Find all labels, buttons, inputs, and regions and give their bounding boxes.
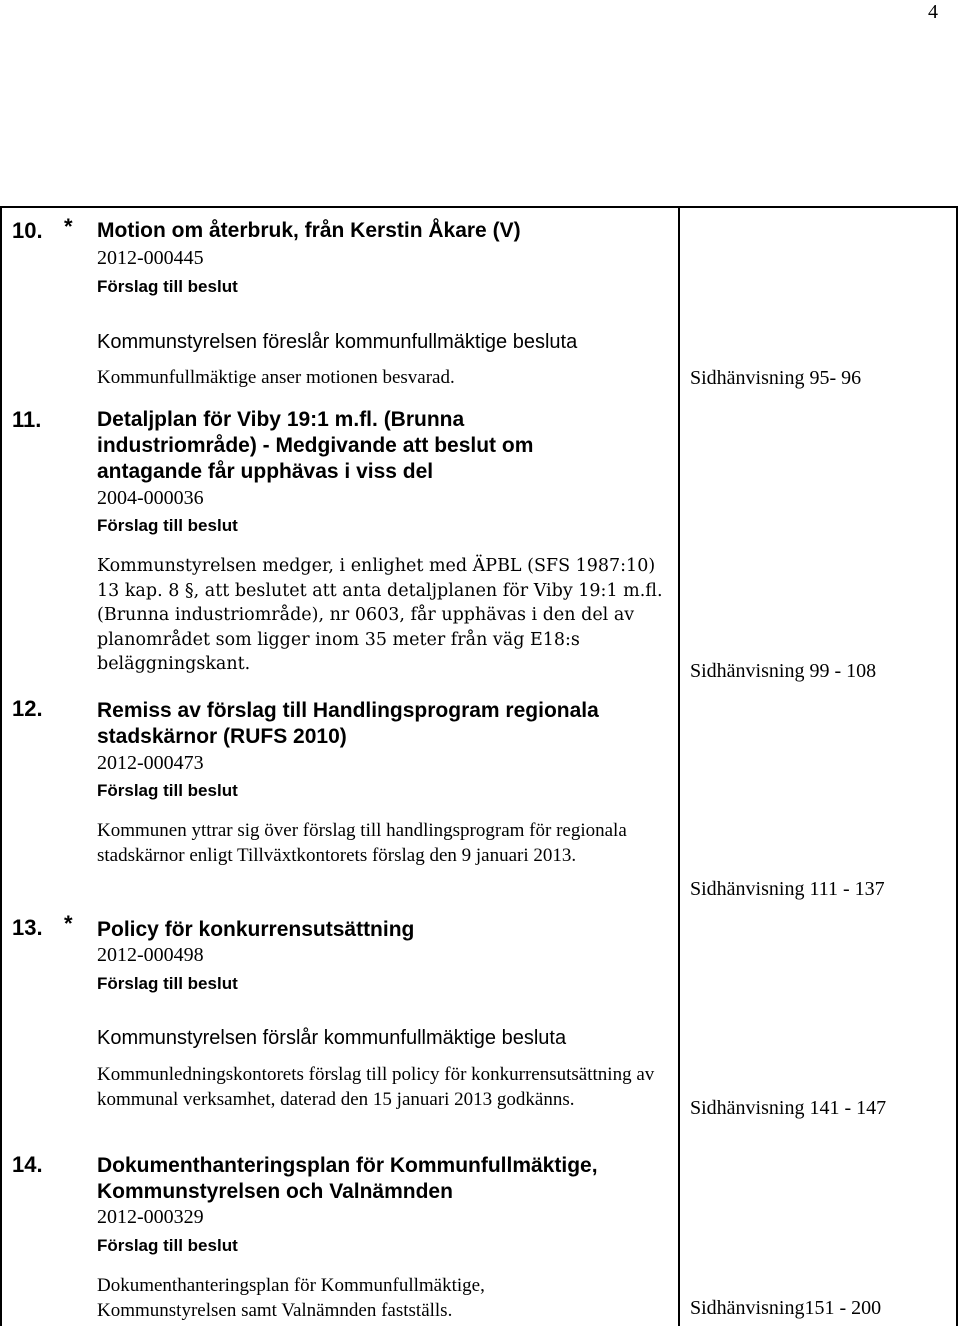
item-intro: Kommunstyrelsen föreslår kommunfullmäktige besluta (97, 331, 578, 353)
item-number: 14. (12, 1152, 43, 1177)
item-case-number: 2012-000329 (97, 1206, 204, 1228)
item-number: 13. (12, 915, 43, 940)
item-title: Policy för konkurrensutsättning (97, 918, 415, 941)
item-number: 11. (12, 407, 42, 432)
item-case-number: 2004-000036 (97, 487, 204, 509)
item-page-reference: Sidhänvisning151 - 200 (690, 1297, 882, 1319)
item-proposal-heading: Förslag till beslut (97, 1236, 238, 1255)
item-decision-text: Kommunledningskontorets förslag till policy för konkurrensutsättning av kommunal verksamhet, daterad den 15 januari 2013 godkänns. (97, 1064, 655, 1110)
item-decision-text: Kommunstyrelsen medger, i enlighet med ÄPBL (SFS 1987:10) 13 kap. 8 §, att beslutet att anta detaljplanen för Viby 19:1 m.fl. (Brunna industriområde), nr 0603, får upphävas i den del av planområdet som ligger inom 35 meter från väg E18:s beläggningskant. (97, 556, 663, 674)
item-number: 12. (12, 696, 43, 721)
item-title: Motion om återbruk, från Kerstin Åkare (V) (97, 219, 521, 242)
item-case-number: 2012-000445 (97, 247, 204, 269)
item-page-reference: Sidhänvisning 111 - 137 (690, 878, 885, 900)
item-case-number: 2012-000498 (97, 944, 204, 966)
item-title: Detaljplan för Viby 19:1 m.fl. (Brunna industriområde) - Medgivande att beslut om antagande får upphävas i viss del (97, 408, 534, 483)
item-decision-text: Kommunen yttrar sig över förslag till handlingsprogram för regionala stadskärnor enligt Tillväxtkontorets förslag den 9 januari 2013. (97, 820, 627, 866)
item-page-reference: Sidhänvisning 99 - 108 (690, 660, 877, 682)
column-divider (678, 206, 680, 1326)
item-decision-text: Kommunfullmäktige anser motionen besvarad. (97, 367, 455, 388)
item-page-reference: Sidhänvisning 141 - 147 (690, 1097, 887, 1119)
item-decision-text: Dokumenthanteringsplan för Kommunfullmäktige, Kommunstyrelsen samt Valnämnden fastställs. (97, 1275, 485, 1321)
page-number: 4 (928, 1, 938, 23)
item-star-marker: * (64, 911, 73, 936)
item-case-number: 2012-000473 (97, 752, 204, 774)
item-title: Remiss av förslag till Handlingsprogram regionala stadskärnor (RUFS 2010) (97, 699, 599, 748)
item-star-marker: * (64, 214, 73, 239)
item-page-reference: Sidhänvisning 95- 96 (690, 367, 862, 389)
item-proposal-heading: Förslag till beslut (97, 277, 238, 296)
item-intro: Kommunstyrelsen förslår kommunfullmäktige besluta (97, 1027, 567, 1049)
item-proposal-heading: Förslag till beslut (97, 516, 238, 535)
item-proposal-heading: Förslag till beslut (97, 974, 238, 993)
item-title: Dokumenthanteringsplan för Kommunfullmäktige, Kommunstyrelsen och Valnämnden (97, 1154, 598, 1203)
item-number: 10. (12, 218, 43, 243)
item-proposal-heading: Förslag till beslut (97, 781, 238, 800)
